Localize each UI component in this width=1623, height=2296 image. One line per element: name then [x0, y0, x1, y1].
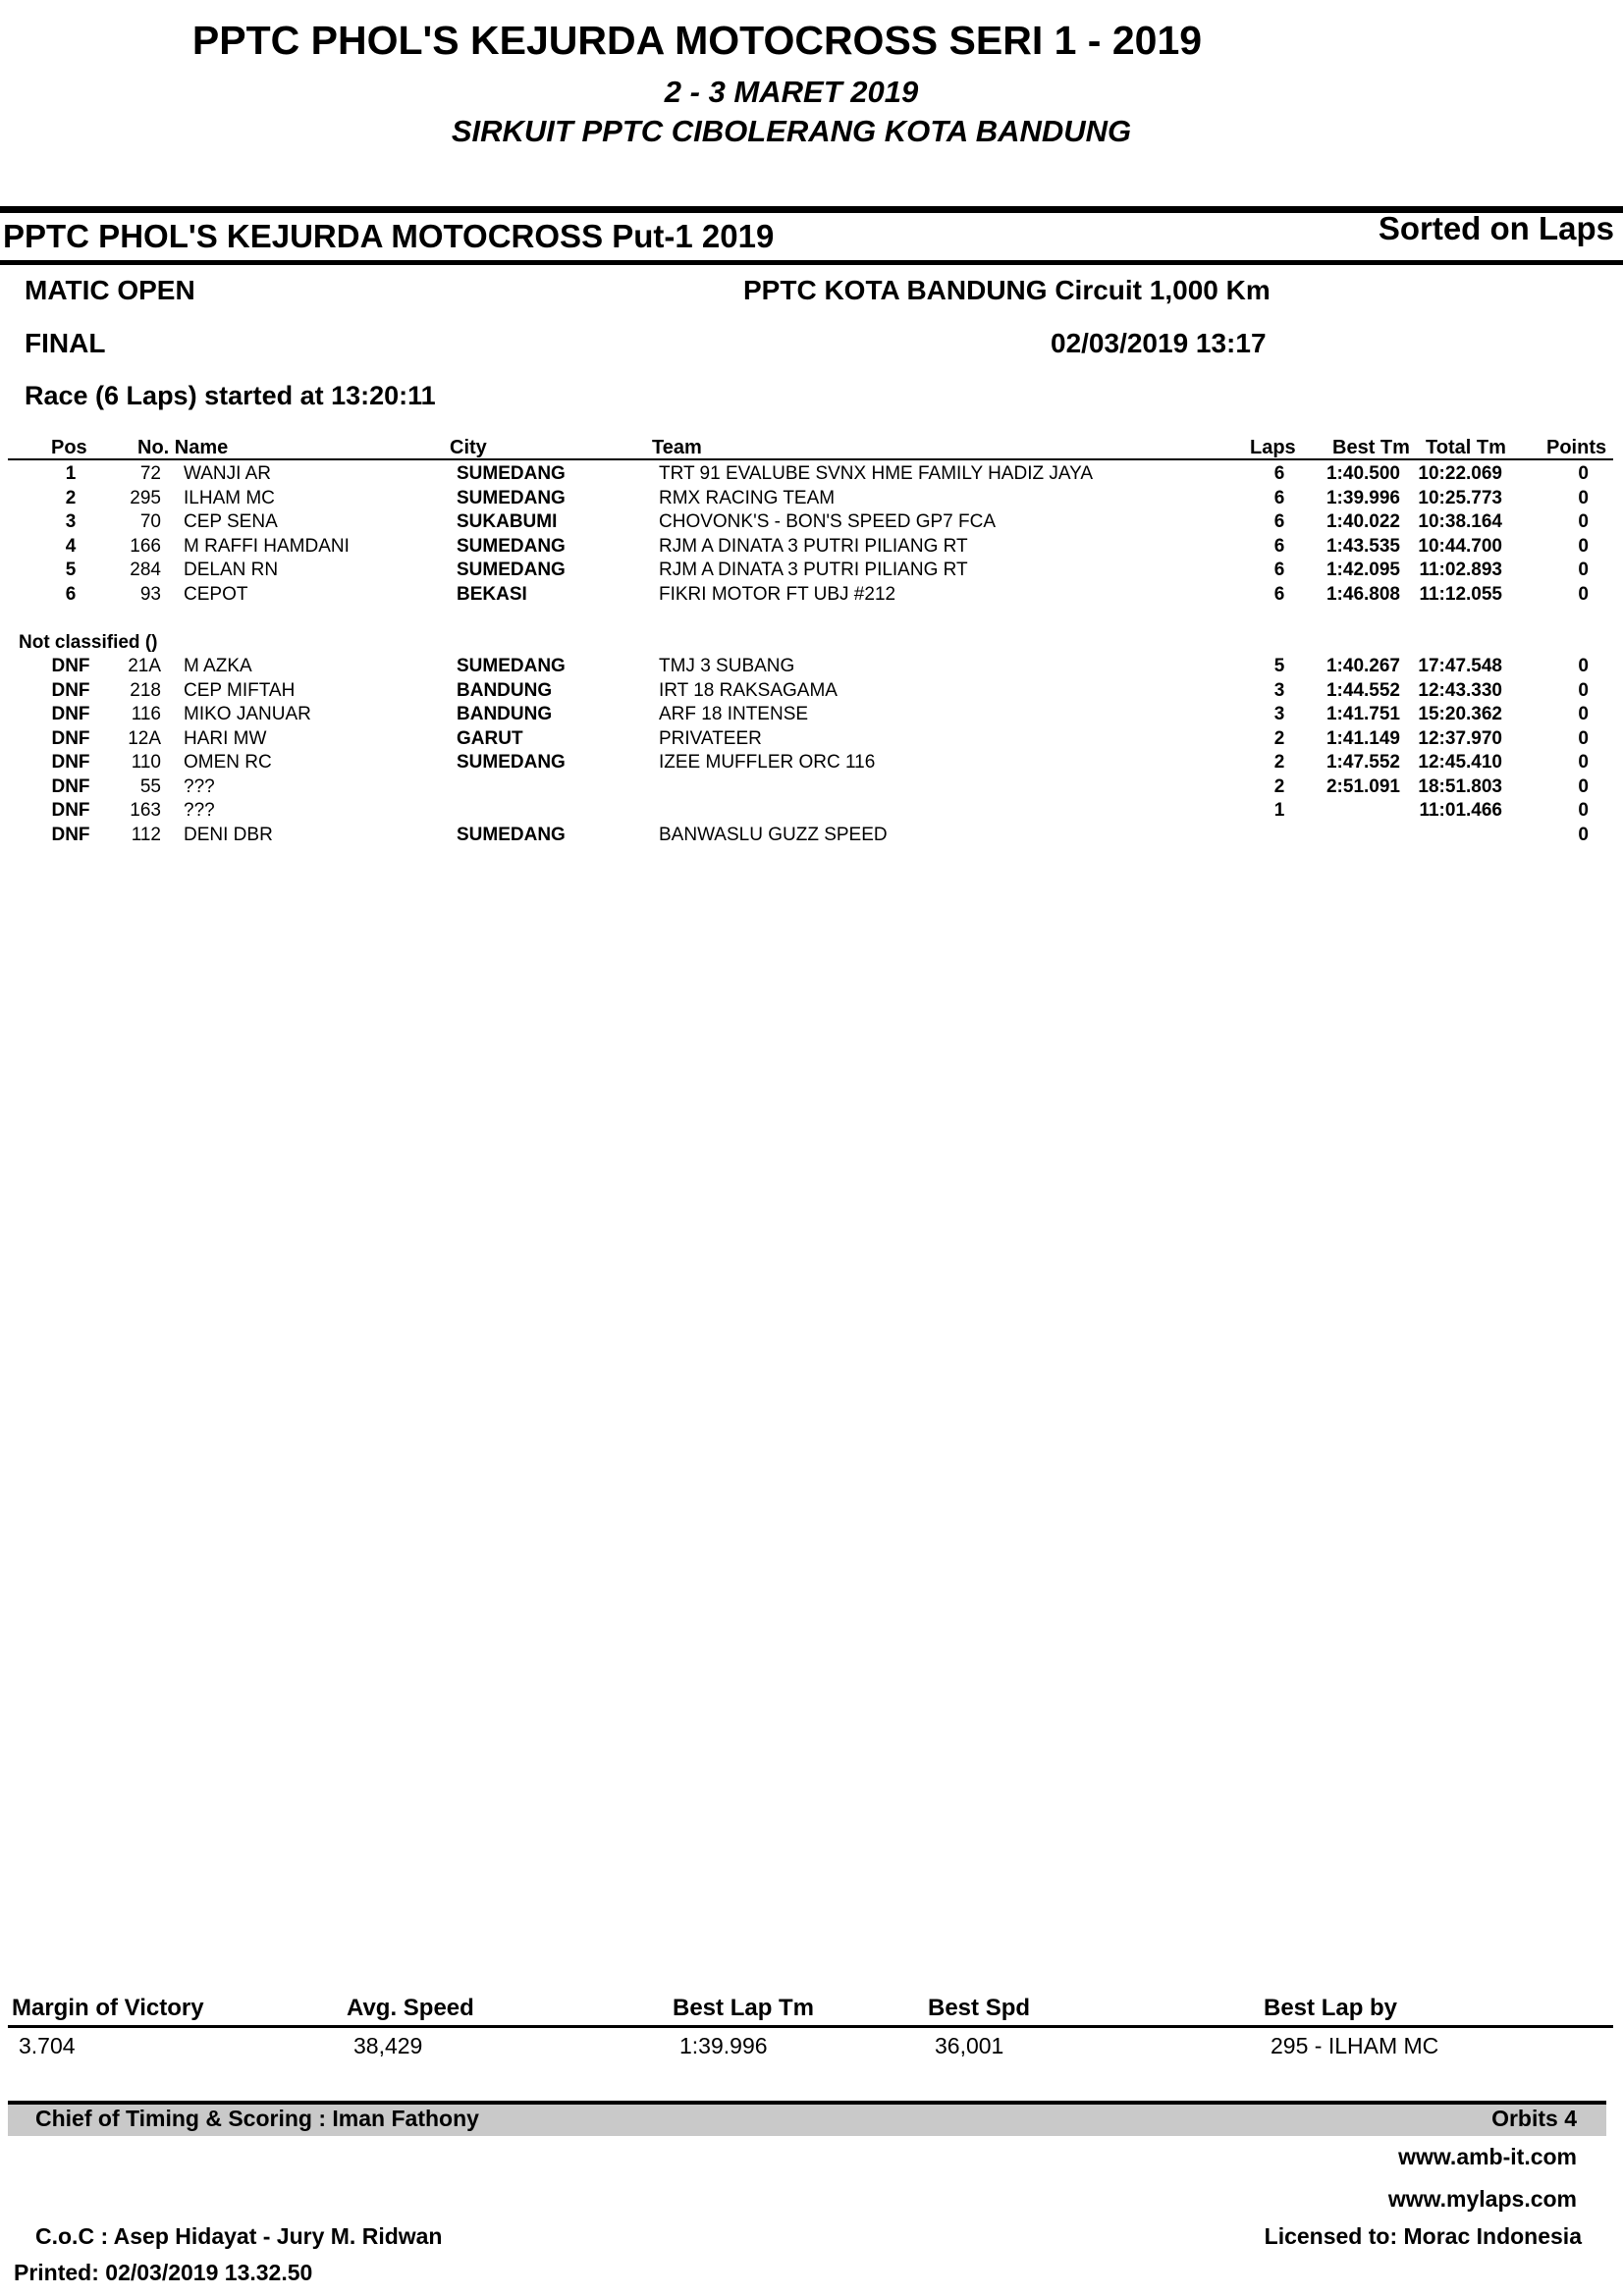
table-row	[0, 776, 1623, 800]
cell-points: 0	[1578, 511, 1589, 532]
cell-total-time-value: 12:45.410	[1418, 752, 1502, 773]
cell-number: 112	[131, 824, 161, 845]
cell-laps: 6	[1273, 463, 1285, 484]
cell-total-time-value: 10:25.773	[1418, 487, 1502, 508]
cell-best-time: 1:44.552	[1325, 679, 1400, 701]
best-lap-tm-value: 1:39.996	[679, 2033, 768, 2058]
cell-city: SUMEDANG	[457, 535, 566, 557]
cell-total-time	[1414, 776, 1502, 800]
event-venue: SIRKUIT PPTC CIBOLERANG KOTA BANDUNG	[451, 114, 1132, 148]
best-spd-value: 36,001	[935, 2033, 1004, 2058]
cell-points: 0	[1578, 487, 1589, 508]
cell-team: CHOVONK'S - BON'S SPEED GP7 FCA	[659, 511, 996, 532]
cell-number: 70	[139, 511, 161, 532]
col-points-header: Points	[1546, 437, 1607, 458]
cell-laps: 2	[1273, 752, 1285, 773]
col-no-name-header: No. Name	[137, 437, 229, 458]
cell-name: MIKO JANUAR	[184, 704, 311, 724]
cell-name: DENI DBR	[184, 824, 273, 845]
cell-points: 0	[1578, 656, 1589, 676]
report-title: PPTC PHOL'S KEJURDA MOTOCROSS SERI 1 - 2019	[191, 18, 1203, 63]
clerk-of-course: C.o.C : Asep Hidayat - Jury M. Ridwan	[35, 2223, 443, 2249]
cell-points: 0	[1578, 679, 1589, 701]
cell-total-time-value: 10:38.164	[1418, 511, 1502, 532]
race-info: Race (6 Laps) started at 13:20:11	[25, 381, 436, 410]
cell-best-time: 1:43.535	[1325, 535, 1400, 557]
cell-name: ???	[184, 800, 215, 821]
avg-speed-label: Avg. Speed	[347, 1995, 474, 2021]
cell-pos: DNF	[51, 824, 90, 845]
cell-points: 0	[1578, 704, 1589, 724]
cell-name: M RAFFI HAMDANI	[184, 535, 350, 557]
session-datetime: 02/03/2019 13:17	[1051, 328, 1267, 358]
cell-total-time-value: 12:43.330	[1418, 679, 1502, 701]
cell-number: 166	[130, 535, 161, 557]
cell-total-time	[1414, 800, 1502, 824]
table-row	[0, 704, 1623, 727]
cell-laps: 6	[1273, 583, 1285, 605]
cell-team: IZEE MUFFLER ORC 116	[659, 752, 876, 773]
cell-team: TMJ 3 SUBANG	[659, 656, 795, 676]
table-header-divider	[8, 458, 1613, 460]
col-total-header: Total Tm	[1426, 437, 1506, 458]
cell-city: SUMEDANG	[457, 487, 566, 508]
event-date-range: 2 - 3 MARET 2019	[664, 75, 919, 109]
cell-team: RJM A DINATA 3 PUTRI PILIANG RT	[659, 560, 968, 580]
cell-number: 110	[131, 752, 161, 773]
header-divider-bottom	[0, 260, 1623, 265]
cell-best-time: 1:41.149	[1325, 727, 1400, 749]
cell-laps: 1	[1273, 800, 1285, 821]
cell-total-time	[1414, 656, 1502, 679]
cell-total-time-value: 17:47.548	[1418, 656, 1502, 676]
cell-number: 21A	[128, 656, 161, 676]
cell-pos: DNF	[51, 679, 90, 701]
cell-laps: 3	[1273, 679, 1285, 701]
cell-city: SUMEDANG	[457, 463, 566, 484]
cell-best-time: 1:41.751	[1325, 704, 1400, 724]
table-row	[0, 536, 1623, 560]
table-row	[0, 800, 1623, 824]
col-team-header: Team	[652, 437, 702, 458]
cell-pos: DNF	[51, 752, 90, 773]
cell-points: 0	[1578, 800, 1589, 821]
cell-number: 163	[130, 800, 161, 821]
cell-points: 0	[1578, 775, 1589, 797]
cell-city: SUMEDANG	[457, 656, 566, 676]
cell-laps: 3	[1273, 704, 1285, 724]
sort-label: Sorted on Laps	[1378, 210, 1614, 246]
cell-laps: 6	[1273, 560, 1285, 580]
cell-number: 284	[130, 560, 161, 580]
cell-number: 72	[139, 463, 161, 484]
margin-label: Margin of Victory	[12, 1995, 204, 2021]
cell-number: 218	[130, 679, 161, 701]
cell-laps: 5	[1273, 656, 1285, 676]
cell-city: SUKABUMI	[457, 511, 558, 532]
cell-name: WANJI AR	[184, 463, 272, 484]
cell-city: SUMEDANG	[457, 560, 566, 580]
table-row	[0, 825, 1623, 848]
cell-total-time	[1414, 584, 1502, 608]
cell-name: HARI MW	[184, 727, 267, 749]
table-row	[0, 656, 1623, 679]
cell-laps: 2	[1273, 727, 1285, 749]
cell-total-time-value: 15:20.362	[1418, 704, 1502, 724]
cell-pos: DNF	[51, 800, 90, 821]
event-name: PPTC PHOL'S KEJURDA MOTOCROSS Put-1 2019	[3, 218, 775, 254]
cell-points: 0	[1578, 463, 1589, 484]
cell-number: 55	[139, 775, 161, 797]
cell-points: 0	[1578, 535, 1589, 557]
not-classified-label: Not classified ()	[19, 632, 158, 653]
cell-points: 0	[1578, 752, 1589, 773]
table-row	[0, 752, 1623, 775]
website-mylaps[interactable]: www.mylaps.com	[1387, 2186, 1577, 2212]
race-class: MATIC OPEN	[25, 275, 195, 305]
cell-team: BANWASLU GUZZ SPEED	[659, 824, 888, 845]
cell-city: SUMEDANG	[457, 752, 566, 773]
cell-city: BEKASI	[457, 583, 527, 605]
cell-best-time: 1:46.808	[1325, 583, 1400, 605]
cell-points: 0	[1578, 560, 1589, 580]
cell-pos: DNF	[51, 656, 90, 676]
cell-points: 0	[1578, 824, 1589, 845]
cell-pos: 1	[65, 463, 77, 484]
cell-total-time	[1414, 680, 1502, 704]
cell-number: 116	[131, 704, 161, 724]
cell-points: 0	[1578, 727, 1589, 749]
cell-best-time: 2:51.091	[1325, 775, 1400, 797]
cell-best-time: 1:42.095	[1325, 560, 1400, 580]
cell-team: FIKRI MOTOR FT UBJ #212	[659, 583, 896, 605]
cell-team: RMX RACING TEAM	[659, 487, 836, 508]
cell-best-time: 1:40.500	[1325, 463, 1400, 484]
cell-pos: DNF	[51, 727, 90, 749]
col-city-header: City	[450, 437, 487, 458]
cell-total-time	[1414, 511, 1502, 535]
cell-pos: 3	[65, 511, 77, 532]
table-row	[0, 488, 1623, 511]
table-row	[0, 560, 1623, 583]
cell-total-time-value: 10:22.069	[1418, 463, 1502, 484]
table-row	[0, 728, 1623, 752]
cell-number: 93	[139, 583, 161, 605]
results-table-header	[0, 437, 1623, 458]
cell-pos: 6	[65, 583, 77, 605]
cell-total-time	[1414, 560, 1502, 583]
circuit-info: PPTC KOTA BANDUNG Circuit 1,000 Km	[743, 275, 1271, 305]
cell-team: PRIVATEER	[659, 727, 762, 749]
orbits-version: Orbits 4	[1491, 2106, 1577, 2131]
cell-pos: 5	[65, 560, 77, 580]
cell-name: M AZKA	[184, 656, 252, 676]
cell-city: BANDUNG	[457, 679, 553, 701]
cell-name: ILHAM MC	[184, 487, 275, 508]
cell-team: TRT 91 EVALUBE SVNX HME FAMILY HADIZ JAYA	[659, 463, 1094, 484]
cell-best-time: 1:40.022	[1325, 511, 1400, 532]
printed-timestamp: Printed: 02/03/2019 13.32.50	[14, 2260, 313, 2285]
cell-team: ARF 18 INTENSE	[659, 704, 809, 724]
col-pos-header: Pos	[51, 437, 87, 458]
cell-total-time	[1414, 825, 1502, 848]
cell-name: CEPOT	[184, 583, 248, 605]
cell-city: GARUT	[457, 727, 523, 749]
cell-name: CEP SENA	[184, 511, 278, 532]
license-info: Licensed to: Morac Indonesia	[1264, 2223, 1582, 2249]
cell-total-time-value: 11:12.055	[1419, 583, 1502, 605]
cell-laps: 6	[1273, 535, 1285, 557]
summary-divider	[8, 2025, 1613, 2028]
cell-name: OMEN RC	[184, 752, 272, 773]
margin-value: 3.704	[19, 2033, 76, 2058]
cell-total-time	[1414, 752, 1502, 775]
best-lap-by-label: Best Lap by	[1264, 1995, 1398, 2021]
session-name: FINAL	[25, 328, 106, 358]
chief-of-timing: Chief of Timing & Scoring : Iman Fathony	[35, 2106, 479, 2131]
cell-number: 295	[130, 487, 161, 508]
table-row	[0, 463, 1623, 487]
cell-total-time	[1414, 728, 1502, 752]
col-best-header: Best Tm	[1332, 437, 1410, 458]
cell-points: 0	[1578, 583, 1589, 605]
cell-total-time-value: 18:51.803	[1418, 775, 1502, 797]
best-lap-by-value: 295 - ILHAM MC	[1271, 2033, 1439, 2058]
cell-total-time-value: 12:37.970	[1418, 727, 1502, 749]
cell-total-time-value: 11:01.466	[1419, 800, 1502, 821]
cell-total-time	[1414, 536, 1502, 560]
table-row	[0, 584, 1623, 608]
cell-pos: DNF	[51, 775, 90, 797]
avg-speed-value: 38,429	[353, 2033, 423, 2058]
cell-team: RJM A DINATA 3 PUTRI PILIANG RT	[659, 535, 968, 557]
cell-best-time: 1:47.552	[1325, 752, 1400, 773]
cell-name: DELAN RN	[184, 560, 279, 580]
cell-laps: 6	[1273, 511, 1285, 532]
cell-laps: 6	[1273, 487, 1285, 508]
website-amb[interactable]: www.amb-it.com	[1398, 2144, 1577, 2169]
cell-best-time: 1:39.996	[1325, 487, 1400, 508]
cell-city: SUMEDANG	[457, 824, 566, 845]
cell-team: IRT 18 RAKSAGAMA	[659, 679, 838, 701]
cell-total-time	[1414, 704, 1502, 727]
cell-best-time: 1:40.267	[1325, 656, 1400, 676]
cell-city: BANDUNG	[457, 704, 553, 724]
cell-total-time	[1414, 463, 1502, 487]
cell-pos: 4	[65, 535, 77, 557]
cell-total-time-value: 10:44.700	[1418, 535, 1502, 557]
best-lap-tm-label: Best Lap Tm	[673, 1995, 815, 2021]
cell-pos: DNF	[51, 704, 90, 724]
cell-name: ???	[184, 775, 215, 797]
table-row	[0, 511, 1623, 535]
best-spd-label: Best Spd	[928, 1995, 1031, 2021]
cell-total-time	[1414, 488, 1502, 511]
cell-total-time-value: 11:02.893	[1419, 560, 1502, 580]
col-laps-header: Laps	[1250, 437, 1296, 458]
cell-name: CEP MIFTAH	[184, 679, 296, 701]
table-row	[0, 680, 1623, 704]
cell-laps: 2	[1273, 775, 1285, 797]
cell-number: 12A	[128, 727, 161, 749]
cell-pos: 2	[65, 487, 77, 508]
